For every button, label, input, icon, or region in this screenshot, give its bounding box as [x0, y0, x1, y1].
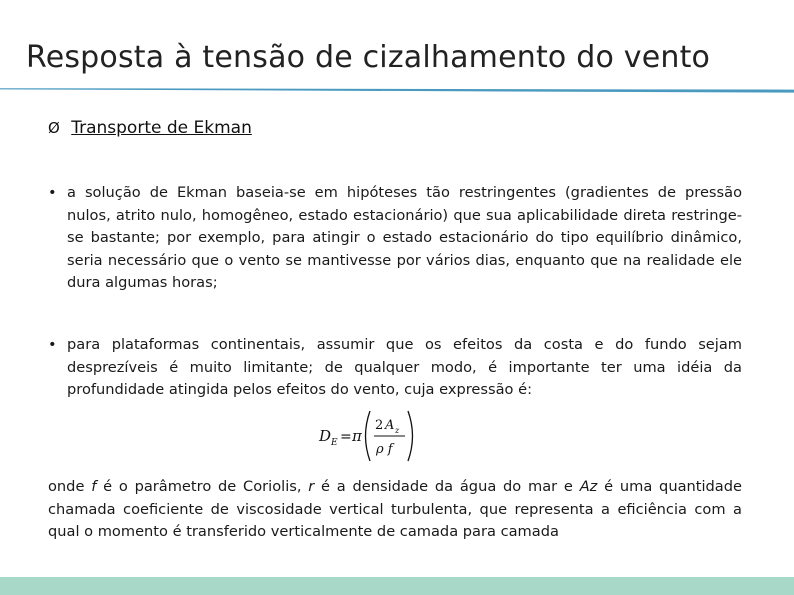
closing-paragraph: onde f é o parâmetro de Coriolis, r é a densidade da água do mar e Az é uma quantidade chamada coeficiente de viscosidade vertical turbulenta, que representa a eficiência com a qual o momento é transferido verticalmente de camada para camada: [48, 478, 742, 540]
formula-denominator: ρ f: [376, 442, 393, 457]
var-f: f: [91, 478, 97, 495]
formula-pi: π: [352, 427, 362, 445]
bullet-marker: •: [48, 336, 57, 353]
bullet-item: [48, 334, 742, 402]
subheading-label: Transporte de Ekman: [71, 118, 252, 138]
bullet-text: para plataformas continentais, assumir que os efeitos da costa e do fundo sejam desprezíveis é muito limitante; de qualquer modo, é importante ter uma idéia da profundidade atingida pelos efeitos do vento, cuja expressão é:: [67, 336, 742, 398]
ekman-depth-formula: [318, 408, 418, 464]
var-r: r: [308, 478, 315, 495]
formula-left-paren: [366, 411, 371, 461]
bullet-item: [48, 182, 742, 295]
title-underline: [0, 86, 794, 94]
formula-numerator-subscript: z: [395, 426, 400, 435]
bullet-text: a solução de Ekman baseia-se em hipóteses tão restringentes (gradientes de pressão nulos, atrito nulo, homogêneo, estado estacionário) que sua aplicabilidade direta restringe-se bastante; por exemplo, para atingir o estado estacionário do tipo equilíbrio dinâmico, seria necessário que o vento se mantivesse por vários dias, enquanto que na realidade ele dura algumas horas;: [67, 184, 742, 291]
slide-title: Resposta à tensão de cizalhamento do vento: [26, 40, 711, 75]
footer-bar: [0, 577, 794, 595]
formula-numerator-coef: 2: [375, 418, 384, 433]
bullet-marker: •: [48, 184, 57, 201]
arrow-bullet-icon: Ø: [48, 119, 60, 137]
formula-equals: =: [340, 429, 352, 445]
var-az: Az: [579, 478, 598, 495]
formula-right-paren: [408, 411, 413, 461]
formula-lhs-subscript: E: [331, 438, 338, 448]
formula-numerator-var: A: [385, 418, 395, 433]
formula-lhs: D: [319, 427, 332, 445]
section-subheading: [48, 118, 252, 138]
